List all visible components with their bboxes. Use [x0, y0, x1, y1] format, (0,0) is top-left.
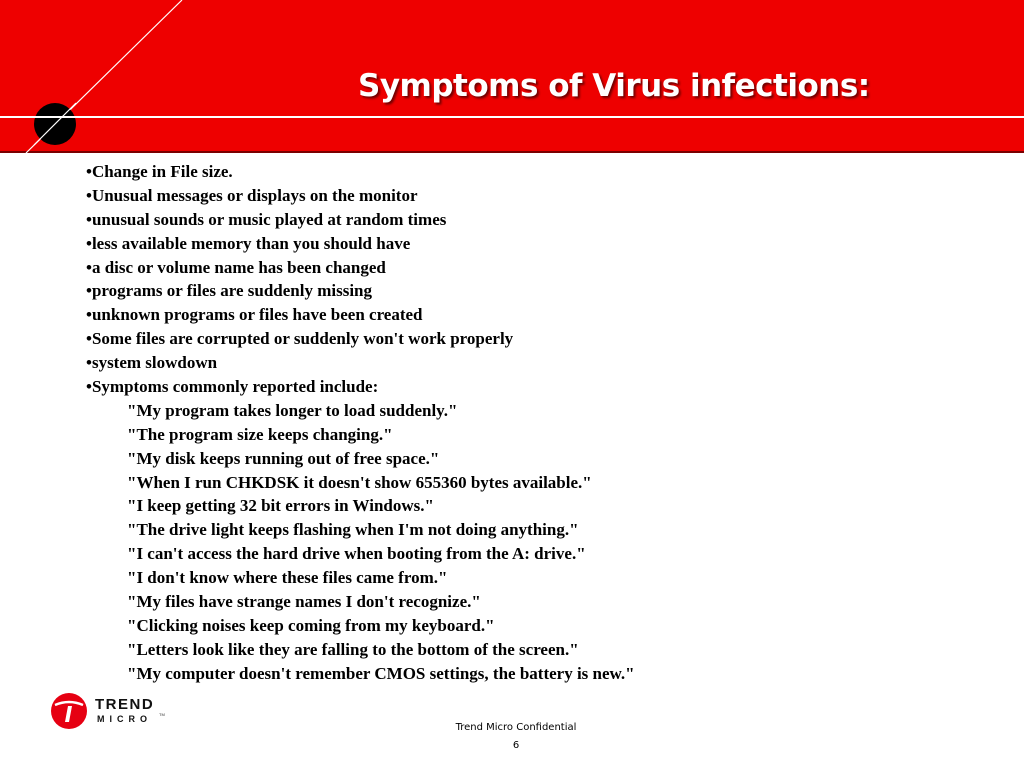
bullet-item: •system slowdown [86, 353, 218, 373]
quote-item: "My computer doesn't remember CMOS settings, the battery is new." [127, 663, 635, 683]
logo-text-trend: TREND [95, 696, 155, 713]
bullet-item: •programs or files are suddenly missing [86, 281, 373, 301]
quote-item: "I keep getting 32 bit errors in Windows." [127, 496, 434, 516]
bullet-item: •a disc or volume name has been changed [86, 257, 386, 277]
bullet-item: •unusual sounds or music played at random times [86, 209, 447, 229]
logo-trademark: TM [159, 712, 165, 717]
bullet-item: •Some files are corrupted or suddenly won't work properly [86, 329, 514, 349]
quote-item: "The program size keeps changing." [127, 424, 393, 444]
quote-item: "When I run CHKDSK it doesn't show 655360 bytes available." [127, 472, 592, 492]
bullet-item: •Change in File size. [86, 162, 233, 181]
quote-item: "Clicking noises keep coming from my keyboard." [127, 615, 495, 635]
quote-item: "I don't know where these files came from." [127, 568, 448, 588]
slide-title: Symptoms of Virus infections: [358, 68, 870, 104]
page-number: 6 [512, 740, 520, 751]
title-banner [0, 0, 1024, 153]
quote-item: "Letters look like they are falling to the bottom of the screen." [127, 639, 579, 659]
quote-item: "The drive light keeps flashing when I'm not doing anything." [127, 520, 579, 540]
logo-text-micro: MICRO [97, 714, 152, 724]
quote-item: "My program takes longer to load suddenly." [127, 400, 458, 420]
symptom-list [86, 160, 986, 686]
banner-divider-line [0, 116, 1024, 118]
bullet-item: •unknown programs or files have been created [86, 305, 423, 325]
bullet-item: •less available memory than you should have [86, 233, 411, 253]
footer-confidential: Trend Micro Confidential [455, 722, 577, 733]
quote-item: "My files have strange names I don't recognize." [127, 592, 481, 612]
quote-item: "I can't access the hard drive when booting from the A: drive." [127, 544, 586, 564]
bullet-item: •Unusual messages or displays on the monitor [86, 185, 418, 205]
bullet-item: •Symptoms commonly reported include: [86, 377, 379, 397]
quote-item: "My disk keeps running out of free space." [127, 448, 440, 468]
